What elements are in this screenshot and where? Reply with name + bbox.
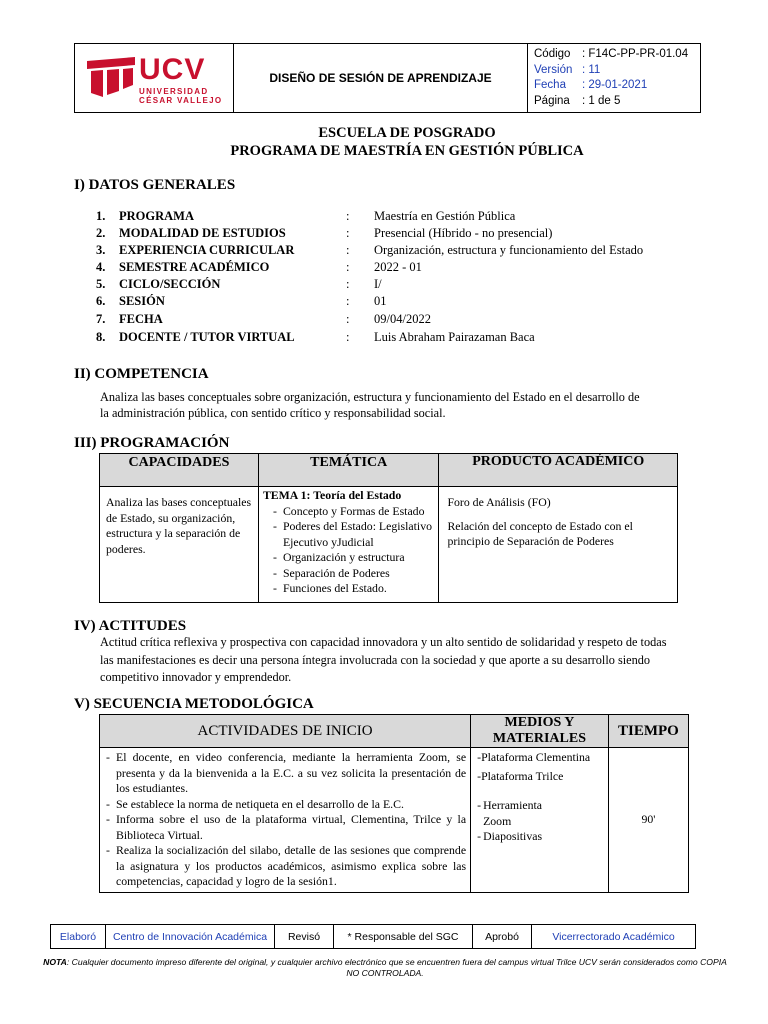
actividad-item: - El docente, en video conferencia, mediante la herramienta Zoom, se presenta y da la bienvenida a la E.C. a su vez solicita la presentación de los estudiantes. [102,750,466,797]
capacidades-cell: Analiza las bases conceptuales de Estado, su organización, estructura y la separación de poderes. [100,487,259,603]
school-title: ESCUELA DE POSGRADO [318,125,496,141]
col-capacidades: CAPACIDADES [100,454,259,487]
note-text: : Cualquier documento impreso diferente del original, y cualquier archivo electrónico que se encuentren fuera del campus virtual Trilce UCV serán considerados como COPIA NO CONTROLADA. [66,957,727,978]
col-medios: MEDIOS Y MATERIALES [471,715,609,748]
competencia-text: Analiza las bases conceptuales sobre organización, estructura y funcionamiento del Estado en el desarrollo de la administración pública, con sentido crítico y responsabilidad social. [100,390,640,420]
medio-item: - Plataforma Clementina [473,750,604,766]
footer-elaboro-value: Centro de Innovación Académica [106,925,275,949]
section-programacion: III) PROGRAMACIÓN [74,435,230,451]
tema-list [263,504,435,597]
medio-item: - Plataforma Trilce [473,769,604,785]
actividades-cell [100,748,471,893]
tema-item: - Separación de Poderes [269,566,435,582]
footer-reviso-label: Revisó [275,925,334,949]
footer-note [40,957,730,979]
actitudes-text: Actitud crítica reflexiva y prospectiva con capacidad innovadora y un alto sentido de solidaridad y respeto de todas las manifestaciones es decir una persona íntegra involucrada con la sociedad y que aporte a su desarrollo siendo competitivo innovador y emprendedor. [100,635,667,684]
meta-version: Versión : 11 [534,63,601,76]
meta-date: Fecha : 29-01-2021 [534,79,648,91]
producto-desc: Relación del concepto de Estado con el principio de Separación de Poderes [447,518,633,548]
medio-item: - Herramienta Zoom [473,798,563,829]
medio-item: - Diapositivas [473,829,604,845]
ucv-emblem-icon [87,57,135,97]
medios-cell [471,748,609,893]
secuencia-table [99,714,689,893]
col-producto: PRODUCTO ACADÉMICO [439,454,678,487]
footer-aprobo-label: Aprobó [473,925,532,949]
note-label: NOTA [43,957,67,967]
col-actividades: ACTIVIDADES DE INICIO [100,715,471,748]
section-datos-generales: I) DATOS GENERALES [74,177,236,193]
tema-item: - Concepto y Formas de Estado [269,504,435,520]
section-secuencia: V) SECUENCIA METODOLÓGICA [74,696,314,712]
programacion-table [99,453,678,603]
tematica-cell [258,487,439,603]
section-competencia: II) COMPETENCIA [74,366,209,382]
logo-main-text: UCV [139,53,206,86]
meta-page: Página : 1 de 5 [534,94,621,107]
logo-cell [75,44,234,113]
meta-code: Código : F14C-PP-PR-01.04 [534,48,689,60]
approval-footer [50,924,696,949]
footer-reviso-value: * Responsable del SGC [334,925,473,949]
medios-list [473,750,604,845]
tema-item: - Funciones del Estado. [269,581,435,597]
tema-item: - Poderes del Estado: Legislativo Ejecutivo yJudicial [269,519,435,550]
tema-title: TEMA 1: Teoría del Estado [262,488,402,502]
document-title: DISEÑO DE SESIÓN DE APRENDIZAJE [234,44,528,113]
logo-sub-text-2: CÉSAR VALLEJO [139,96,223,105]
document-header [74,43,701,113]
tiempo-cell: 90' [608,748,688,893]
col-tematica: TEMÁTICA [258,454,439,487]
logo-sub-text-1: UNIVERSIDAD [139,87,209,96]
section-actitudes: IV) ACTITUDES [74,618,187,634]
actividad-item: - Realiza la socialización del silabo, detalle de las sesiones que comprende la asignatura y los productos académicos, asimismo explica sobre las competencias, capacidad y logro de la sesión1. [102,843,466,890]
ucv-logo [75,45,233,111]
producto-title: Foro de Análisis (FO) [447,495,551,509]
col-tiempo: TIEMPO [608,715,688,748]
producto-cell [439,487,678,603]
tema-item: - Organización y estructura [269,550,435,566]
actividad-item: - Se establece la norma de netiqueta en el desarrollo de la E.C. [102,797,466,813]
footer-elaboro-label: Elaboró [51,925,106,949]
document-meta [528,44,701,113]
actividad-item: - Informa sobre el uso de la plataforma virtual, Clementina, Trilce y la Biblioteca Virtual. [102,812,466,843]
actividades-list [102,750,466,890]
footer-aprobo-value: Vicerrectorado Académico [532,925,696,949]
program-title: PROGRAMA DE MAESTRÍA EN GESTIÓN PÚBLICA [230,143,584,159]
